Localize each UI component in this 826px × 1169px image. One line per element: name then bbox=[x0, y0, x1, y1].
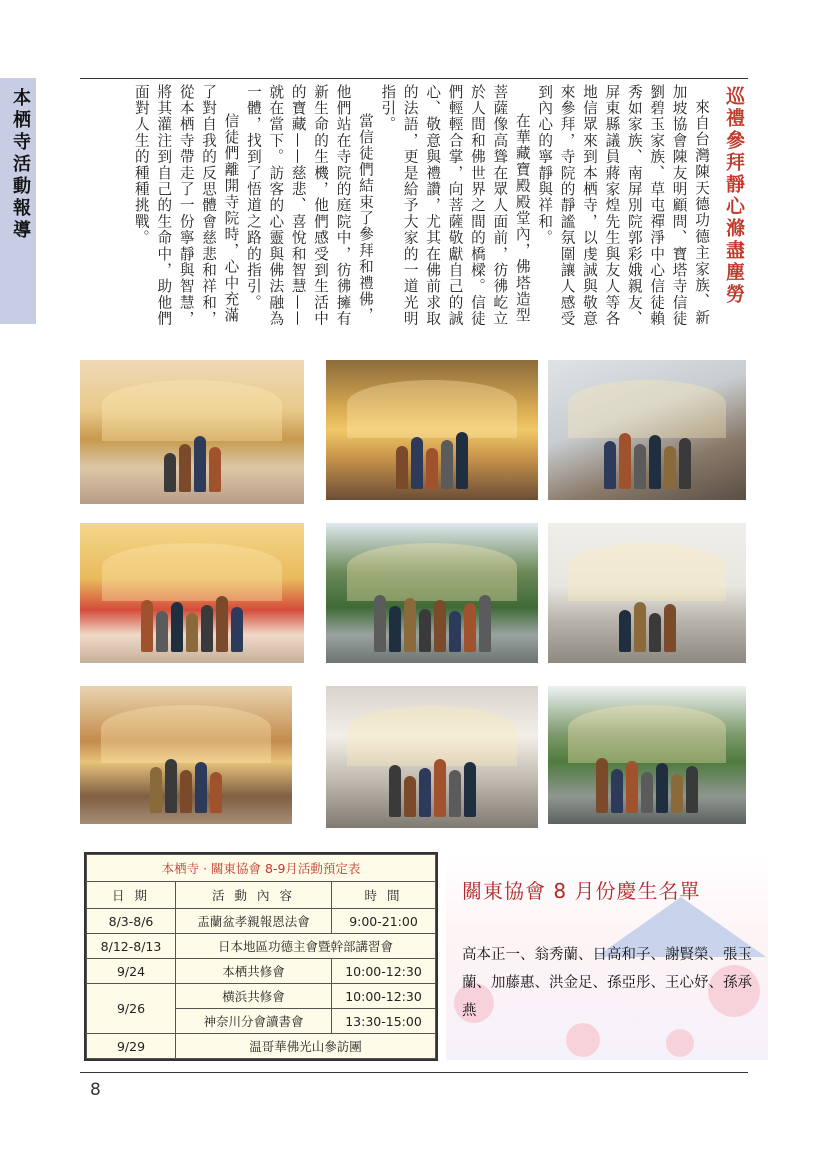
person-figure bbox=[404, 776, 416, 816]
person-figure bbox=[664, 604, 676, 652]
table-row bbox=[87, 909, 436, 934]
person-figure bbox=[434, 600, 446, 652]
person-figure bbox=[180, 770, 192, 813]
person-figure bbox=[686, 766, 698, 813]
schedule-time: 13:30-15:00 bbox=[332, 1009, 436, 1034]
person-figure bbox=[626, 761, 638, 813]
group-of-people bbox=[548, 750, 746, 813]
bottom-divider bbox=[80, 1072, 748, 1073]
person-figure bbox=[611, 769, 623, 813]
person-figure bbox=[434, 759, 446, 816]
person-figure bbox=[209, 447, 221, 493]
schedule-date: 9/29 bbox=[87, 1034, 176, 1059]
person-figure bbox=[201, 605, 213, 652]
section-tab-label: 本栖寺活動報導 bbox=[10, 88, 31, 242]
schedule-activity: 横浜共修會 bbox=[176, 984, 332, 1009]
person-figure bbox=[156, 611, 168, 652]
photo-garden-group bbox=[326, 523, 538, 663]
person-figure bbox=[179, 444, 191, 492]
table-row bbox=[87, 959, 436, 984]
person-figure bbox=[404, 598, 416, 652]
group-of-people bbox=[326, 751, 538, 816]
person-figure bbox=[649, 435, 661, 488]
person-figure bbox=[671, 774, 683, 813]
top-divider bbox=[80, 78, 748, 79]
person-figure bbox=[634, 444, 646, 489]
person-figure bbox=[656, 763, 668, 813]
person-figure bbox=[210, 772, 222, 813]
photo-porch-group-2 bbox=[326, 686, 538, 828]
photo-porch-group bbox=[548, 523, 746, 663]
person-figure bbox=[449, 770, 461, 816]
schedule-date: 8/3-8/6 bbox=[87, 909, 176, 934]
person-figure bbox=[374, 595, 386, 652]
group-of-people bbox=[80, 426, 304, 492]
schedule-time: 9:00-21:00 bbox=[332, 909, 436, 934]
schedule-header-date: 日 期 bbox=[87, 882, 176, 909]
person-figure bbox=[195, 762, 207, 813]
schedule-activity: 温哥華佛光山參訪團 bbox=[176, 1034, 436, 1059]
article-title: 巡禮參拜靜心滌盡塵勞 bbox=[723, 86, 745, 306]
photo-hall-family bbox=[80, 686, 292, 824]
schedule-activity: 本栖共修會 bbox=[176, 959, 332, 984]
group-of-people bbox=[548, 424, 746, 488]
person-figure bbox=[596, 758, 608, 813]
schedule-date: 9/26 bbox=[87, 984, 176, 1034]
group-of-people bbox=[548, 587, 746, 651]
person-figure bbox=[419, 768, 431, 817]
table-row bbox=[87, 984, 436, 1009]
birthday-names: 高本正一、翁秀蘭、日高和子、謝賢榮、張玉蘭、加藤惠、洪金足、孫亞彤、王心妤、孫承燕 bbox=[462, 947, 752, 1019]
person-figure bbox=[464, 603, 476, 652]
section-tab bbox=[0, 78, 36, 324]
person-figure bbox=[619, 433, 631, 489]
person-figure bbox=[456, 432, 468, 489]
schedule-time: 10:00-12:30 bbox=[332, 984, 436, 1009]
person-figure bbox=[150, 767, 162, 813]
person-figure bbox=[164, 453, 176, 493]
article-paragraph-1: 來自台灣陳天德功德主家族、新加坡協會陳友明顧問、寶塔寺信徒劉碧玉家族、草屯禪淨中心信徒賴秀如家族、南屏別院郭彩娥親友、屏東縣議員蔣家煌先生與友人等各地信眾來到本栖寺，以虔誠與敬意來參拜，寺院的靜謐氛圍讓人感受到內心的寧靜與祥和。 bbox=[536, 84, 710, 327]
person-figure bbox=[419, 609, 431, 652]
schedule-header-time: 時 間 bbox=[332, 882, 436, 909]
person-figure bbox=[165, 759, 177, 813]
person-figure bbox=[389, 765, 401, 817]
blossom-decoration bbox=[666, 1029, 694, 1057]
schedule-activity: 日本地區功德主會暨幹部講習會 bbox=[176, 934, 436, 959]
schedule-time: 10:00-12:30 bbox=[332, 959, 436, 984]
article-paragraph-2: 在華藏寶殿殿堂內，佛塔造型菩薩像高聳在眾人面前，彷彿屹立於人間和佛世界之間的橋樑。信徒們輕輕合掌，向菩薩敬獻自己的誠心、敬意與禮讚，尤其在佛前求取的法語，更是給予大家的一道光明指引。 bbox=[379, 84, 531, 327]
person-figure bbox=[479, 595, 491, 652]
page-number: 8 bbox=[90, 1080, 101, 1100]
person-figure bbox=[186, 613, 198, 652]
article-paragraph-4: 信徒們離開寺院時，心中充滿了對自我的反思體會慈悲和祥和，從本栖寺帶走了一份寧靜與智慧，將其灌注到自己的生命中，助他們面對人生的種種挑戰。 bbox=[132, 84, 240, 327]
photo-temple-hall-group bbox=[80, 360, 304, 504]
person-figure bbox=[634, 602, 646, 652]
person-figure bbox=[389, 606, 401, 652]
group-of-people bbox=[326, 587, 538, 651]
schedule-table bbox=[84, 852, 438, 1061]
person-figure bbox=[396, 446, 408, 489]
schedule-caption: 本栖寺 · 關東協會 8-9月活動預定表 bbox=[87, 855, 436, 882]
schedule-activity: 盂蘭盆孝親報恩法會 bbox=[176, 909, 332, 934]
table-row bbox=[87, 1034, 436, 1059]
article-paragraph-3: 當信徒們結束了參拜和禮佛，他們站在寺院的庭院中，彷彿擁有新生命的生機，他們感受到生活中的寶藏——慈悲、喜悅和智慧——就在當下。訪客的心靈與佛法融為一體，找到了悟道之路的指引。 bbox=[244, 84, 374, 327]
schedule-date: 9/24 bbox=[87, 959, 176, 984]
person-figure bbox=[411, 437, 423, 489]
person-figure bbox=[449, 611, 461, 652]
group-of-people bbox=[80, 750, 292, 813]
person-figure bbox=[231, 607, 243, 651]
person-figure bbox=[649, 613, 661, 652]
birthday-title: 關東協會 8 月份慶生名單 bbox=[462, 879, 701, 903]
table-row bbox=[87, 934, 436, 959]
person-figure bbox=[141, 600, 153, 652]
schedule-date: 8/12-8/13 bbox=[87, 934, 176, 959]
person-figure bbox=[641, 772, 653, 813]
person-figure bbox=[664, 446, 676, 488]
schedule-header-activity: 活 動 內 容 bbox=[176, 882, 332, 909]
group-of-people bbox=[80, 587, 304, 651]
photo-altar-family bbox=[80, 523, 304, 663]
photo-garden-group-2 bbox=[548, 686, 746, 824]
article-body bbox=[92, 84, 712, 328]
blossom-decoration bbox=[566, 1023, 600, 1057]
schedule-activity: 神奈川分會讀書會 bbox=[176, 1009, 332, 1034]
person-figure bbox=[604, 441, 616, 489]
person-figure bbox=[619, 610, 631, 652]
person-figure bbox=[216, 596, 228, 651]
person-figure bbox=[194, 436, 206, 493]
person-figure bbox=[441, 440, 453, 489]
person-figure bbox=[426, 448, 438, 489]
birthday-panel bbox=[446, 853, 768, 1060]
photo-tea-gathering bbox=[548, 360, 746, 500]
article bbox=[88, 84, 748, 332]
photo-pagoda-hall-group bbox=[326, 360, 538, 500]
person-figure bbox=[464, 762, 476, 817]
person-figure bbox=[171, 602, 183, 652]
person-figure bbox=[679, 438, 691, 489]
group-of-people bbox=[326, 424, 538, 488]
